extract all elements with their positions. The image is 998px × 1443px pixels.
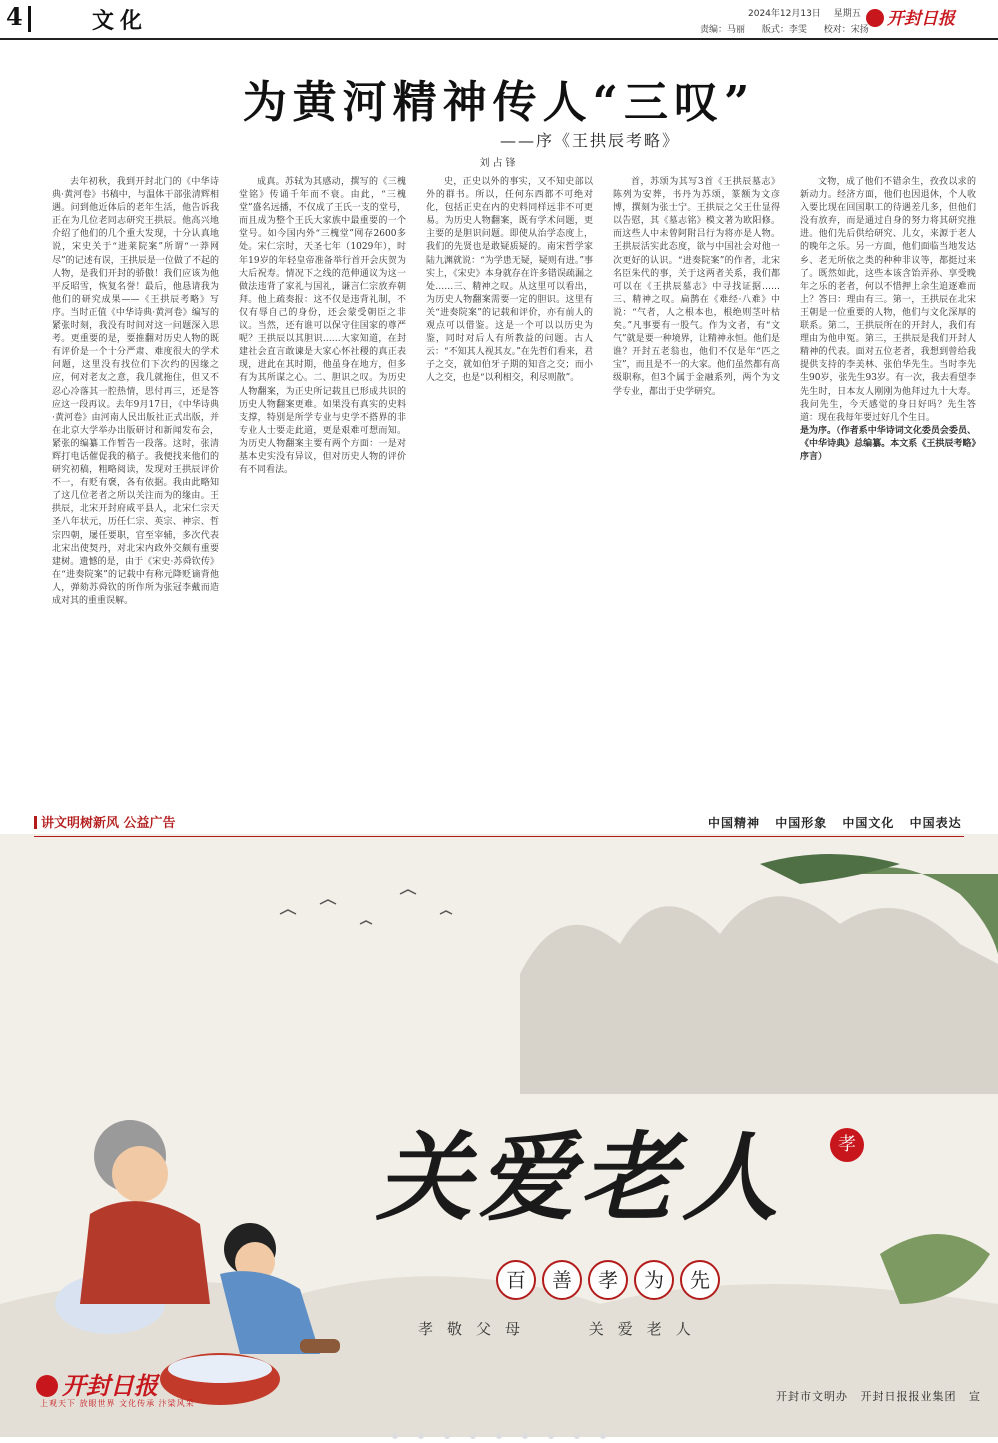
page-dot[interactable] [444,1433,450,1439]
section-name: 文化 [92,8,149,34]
column-text: 去年初秋，我到开封北门的《中华诗典·黄河卷》书稿中，与温体干部张清辉相遇。问到他近体后的老年生活，他告诉我正在为几位老同志研究王拱辰。他高兴地介绍了他们的几个重大发现，十分认真地说，宋史关于“进莱院案”所谓“一莽网尽”的记述有误，王拱辰是一位做了不起的人物，是我们开封的骄傲！我们应该为他平反昭雪，恢复名誉！最后，他恳请我为他们的研究成果——《王拱辰考略》写序。当时正值《中华诗典·黄河卷》编写的紧张时刻，我没有时间对这一问题深入思考。更重要的是，要推翻对历史人物的既有评价是一个十分严肃、难度很大的学术问题，这里没有找位们下次约的因缘之应，何对老友之意，我几就拖住，但又不忍心冷落其一腔热情，思付再三，还是答应这一段再议。去年9月17日，《中华诗典·黄河卷》由河南人民出版社正式出版，并在北京大学举办出版研讨和新闻发布会，紧张的编纂工作暂告一段落。这时，张清辉打电话催促我的稿子。我便找来他们的研究初稿，粗略阅读，发现对王拱辰评价不一，有贬有褒，各有依据。我由此略知了这几位老者之所以关注而为的缘由。王拱辰，北宋开封府咸平县人，北宋仁宗天圣八年状元，历任仁宗、英宗、神宗、哲宗四朝，屡任要职，官至宰辅，多次代表北宋出使契丹，对北宋内政外交颇有重要建树。遗憾的是，由于《宋史·苏舜钦传》在“进奏院案”的记载中有称元降贬谪背他人，弹劾苏舜钦的所作所为张冠李戴而造成对其的重重误解。 [52,177,219,606]
page-dot[interactable] [496,1433,502,1439]
sponsor-2: 开封日报报业集团 [860,1390,957,1403]
ad-sponsors [776,1388,989,1404]
ad-motto-right: 关爱老人 [588,1320,705,1338]
page-dot[interactable] [522,1433,528,1439]
ad-slogan: 中国表达 [909,816,962,830]
ad-slogans [708,814,972,831]
column-text: 文物，成了他们不错余生，孜孜以求的新动力。经济方面，他们也因退休，个人收入要比现在回国职工的待遇差几多，但他们没有放弃，而是通过自身的努力将其研究推进。他们先后供给研究、儿女，来源于老人的晚年之乐。另一方面，他们面临当地发达乡、老无所依之类的种种非议等，都挺过来了。既然如此，这些本该含饴弄孙、享受晚年之乐的老者，何以不惜押上余生追逐难而上？答曰：理由有三。第一，王拱辰在北宋王朝是一位重要的人物，他们与文化深厚的联系。第二，王拱辰所在的开封人，我们有理由为他申冤。第三，王拱辰是我们开封人精神的代表。面对五位老者，我想到曾给我提供支持的李美林、张伯华先生。当时李先生90岁，张先生93岁。有一次，我去看望李先生时，日本友人刚刚为他拜过九十大寿。我问先生，今天感觉的身日好吗？先生答道：现在我每年要过好几个生日。 [800,177,976,423]
article-body [52,176,976,796]
ad-circle-words [496,1260,726,1300]
article-author: 刘占锋 [479,158,519,169]
basin-water [168,1355,272,1383]
paper-logo: 开封日报 [866,4,955,29]
page-dot[interactable] [418,1433,424,1439]
grandmother-clothes [80,1201,210,1304]
author-note: 是为序。（作者系中华诗词文化委员会委员、《中华诗典》总编纂。本文系《王拱辰考略》序言） [800,425,976,462]
article-column-3 [426,176,593,796]
column-text: 成真。苏轼为其感动，撰写的《三槐堂铭》传诵千年而不衰。由此，“三槐堂”盛名远播，不仅成了王氏一支的堂号，而且成为整个王氏大家族中最重要的一个堂号。如今国内外“三槐堂”网存2600多处。宋仁宗时，天圣七年（1029年），时年19岁的年轻皇帝准备举行首开会庆贺为大后祝寿。情况下之线的范伸通议为这一做法违背了家礼与国礼，谦言仁宗放弃朝拜。他上疏奏报：这不仅是违背礼制，不仅有辱自己的身份，还会蒙受朝臣之非议。当然，还有谁可以保守住国家的尊严呢？王拱辰以其胆识……大家知道，在封建社会直言敢谏是大家心怀社稷的真正表现，进此在其时期，他虽身在地方，但多有为其所谋之心。二、胆识之叹。为历史人物翻案，为正史所记载且已形成共识的历史人物翻案更难。如果没有真实的史料支撑，特别是所学专业与史学不搭界的非专业人士要走此道，更是艰难可想而知。为历史人物翻案主要有两个方面：一是对基本史实没有异议，但对历史人物的评价有不同看法。 [239,177,406,476]
article-subtitle: ——序《王拱辰考略》 [500,131,681,150]
ad-circle-char: 孝 [588,1260,628,1300]
ad-title: 关爱老人 [376,1121,784,1234]
sponsor-3: 宣 [969,1390,981,1403]
ad-circle-char: 为 [634,1260,674,1300]
grandmother-face [112,1146,168,1202]
page-dot[interactable] [392,1433,398,1439]
proof-credit: 校对：宋扬 [823,25,869,35]
column-text: 首，苏颂为其写3首《王拱辰墓志》陈列为安葬，书丹为苏颂，篆额为文彦博，撰刻为张士宁。王拱辰之父王仕显得以告慰，其《墓志铭》模文著为欧阳修。而这些人中未曾阿附吕行为将亦是人物。王拱辰活实此态度，欲与中国社会对他一次更好的认识。“进奏院案”的作者，北宋名臣朱代的事，关于这两者关系，我们都可以在《王拱辰墓志》中寻找证据……三、精神之叹。扁鹊在《难经·八难》中说：“气者，人之根本也，根绝则茎叶枯矣。”凡事要有一股气。作为文者，有“文气”就是要一种境界，让精神永恒。他们是谁？开封五老翁也，他们不仅是年“匹之宝”，而且是不一的大家。他们虽然都有高级职称，但3个属于金融系列，两个为文学专业，都出于史学研究。 [613,177,780,397]
page-dot[interactable] [548,1433,554,1439]
ad-label: 讲文明树新风 公益广告 [34,812,176,831]
page-dot[interactable] [600,1433,606,1439]
masthead [0,0,998,40]
ad-slogan: 中国精神 [708,816,761,830]
layout-credit: 版式：李雯 [761,25,807,35]
ad-circle-char: 先 [680,1260,720,1300]
page-number: 4 [6,2,23,31]
ad-circle-char: 百 [496,1260,536,1300]
page-dot[interactable] [470,1433,476,1439]
bottom-paper-logo: 开封日报 [36,1366,158,1401]
filial-piety-seal: 孝 [830,1128,864,1162]
label-bar-icon [34,816,37,829]
logo-mark-icon [866,9,884,27]
page-indicator [0,1424,998,1443]
article-column-2 [239,176,406,796]
issue-date: 2024年12月13日 [748,9,821,19]
birds-icon [280,890,452,924]
editor-credit: 责编：马丽 [700,25,746,35]
ad-header [0,806,998,834]
editor-credits [700,22,883,35]
paper-tagline: 上观天下 放眼世界 文化传承 汴梁风采 [40,1399,195,1408]
public-service-ad [0,806,998,1437]
sponsor-1: 开封市文明办 [776,1390,848,1403]
article-column-1 [52,176,219,796]
page-dot[interactable] [574,1433,580,1439]
column-text: 史，正史以外的事实，又不知史部以外的群书。所以，任何东西都不可绝对化，包括正史在内的史料同样远非不可更易。为历史人物翻案，既有学术问题，更主要的是胆识问题。即使从治学态度上，我们的先贤也是敢疑质疑的。南宋哲学家陆九渊就说：“为学患无疑，疑则有进。”事实上，《宋史》本身就存在许多错误疏漏之处……三、精神之叹。从这里可以看出，为历史人物翻案需要一定的胆识。这里有关“进奏院案”的记载和评价，亦有前人的观点可以借鉴。这是一个可以以历史为鉴，同时对后人有所教益的问题。古人云：“不知其人视其友。”在先哲们看来，君子之交，就如伯牙子期的知音之交；而小人之交，也是“以利相交，利尽则散”。 [426,177,593,384]
article-title: 为黄河精神传人“三叹” [242,77,756,128]
ad-motto-left: 孝敬父母 [418,1320,535,1338]
ad-motto [418,1318,741,1339]
small-stool-icon [300,1339,340,1353]
pine-needles [760,854,900,884]
lotus-leaf [880,1234,990,1304]
article-column-4 [613,176,780,796]
article-column-5 [800,176,976,796]
logo-mark-icon [36,1375,58,1397]
distant-mountains [520,896,998,1094]
date-info [748,6,871,19]
masthead-rule [0,38,998,40]
ad-slogan: 中国文化 [842,816,895,830]
issue-weekday: 星期五 [833,9,861,19]
ad-circle-char: 善 [542,1260,582,1300]
ad-slogan: 中国形象 [775,816,828,830]
page-number-divider [28,6,31,32]
